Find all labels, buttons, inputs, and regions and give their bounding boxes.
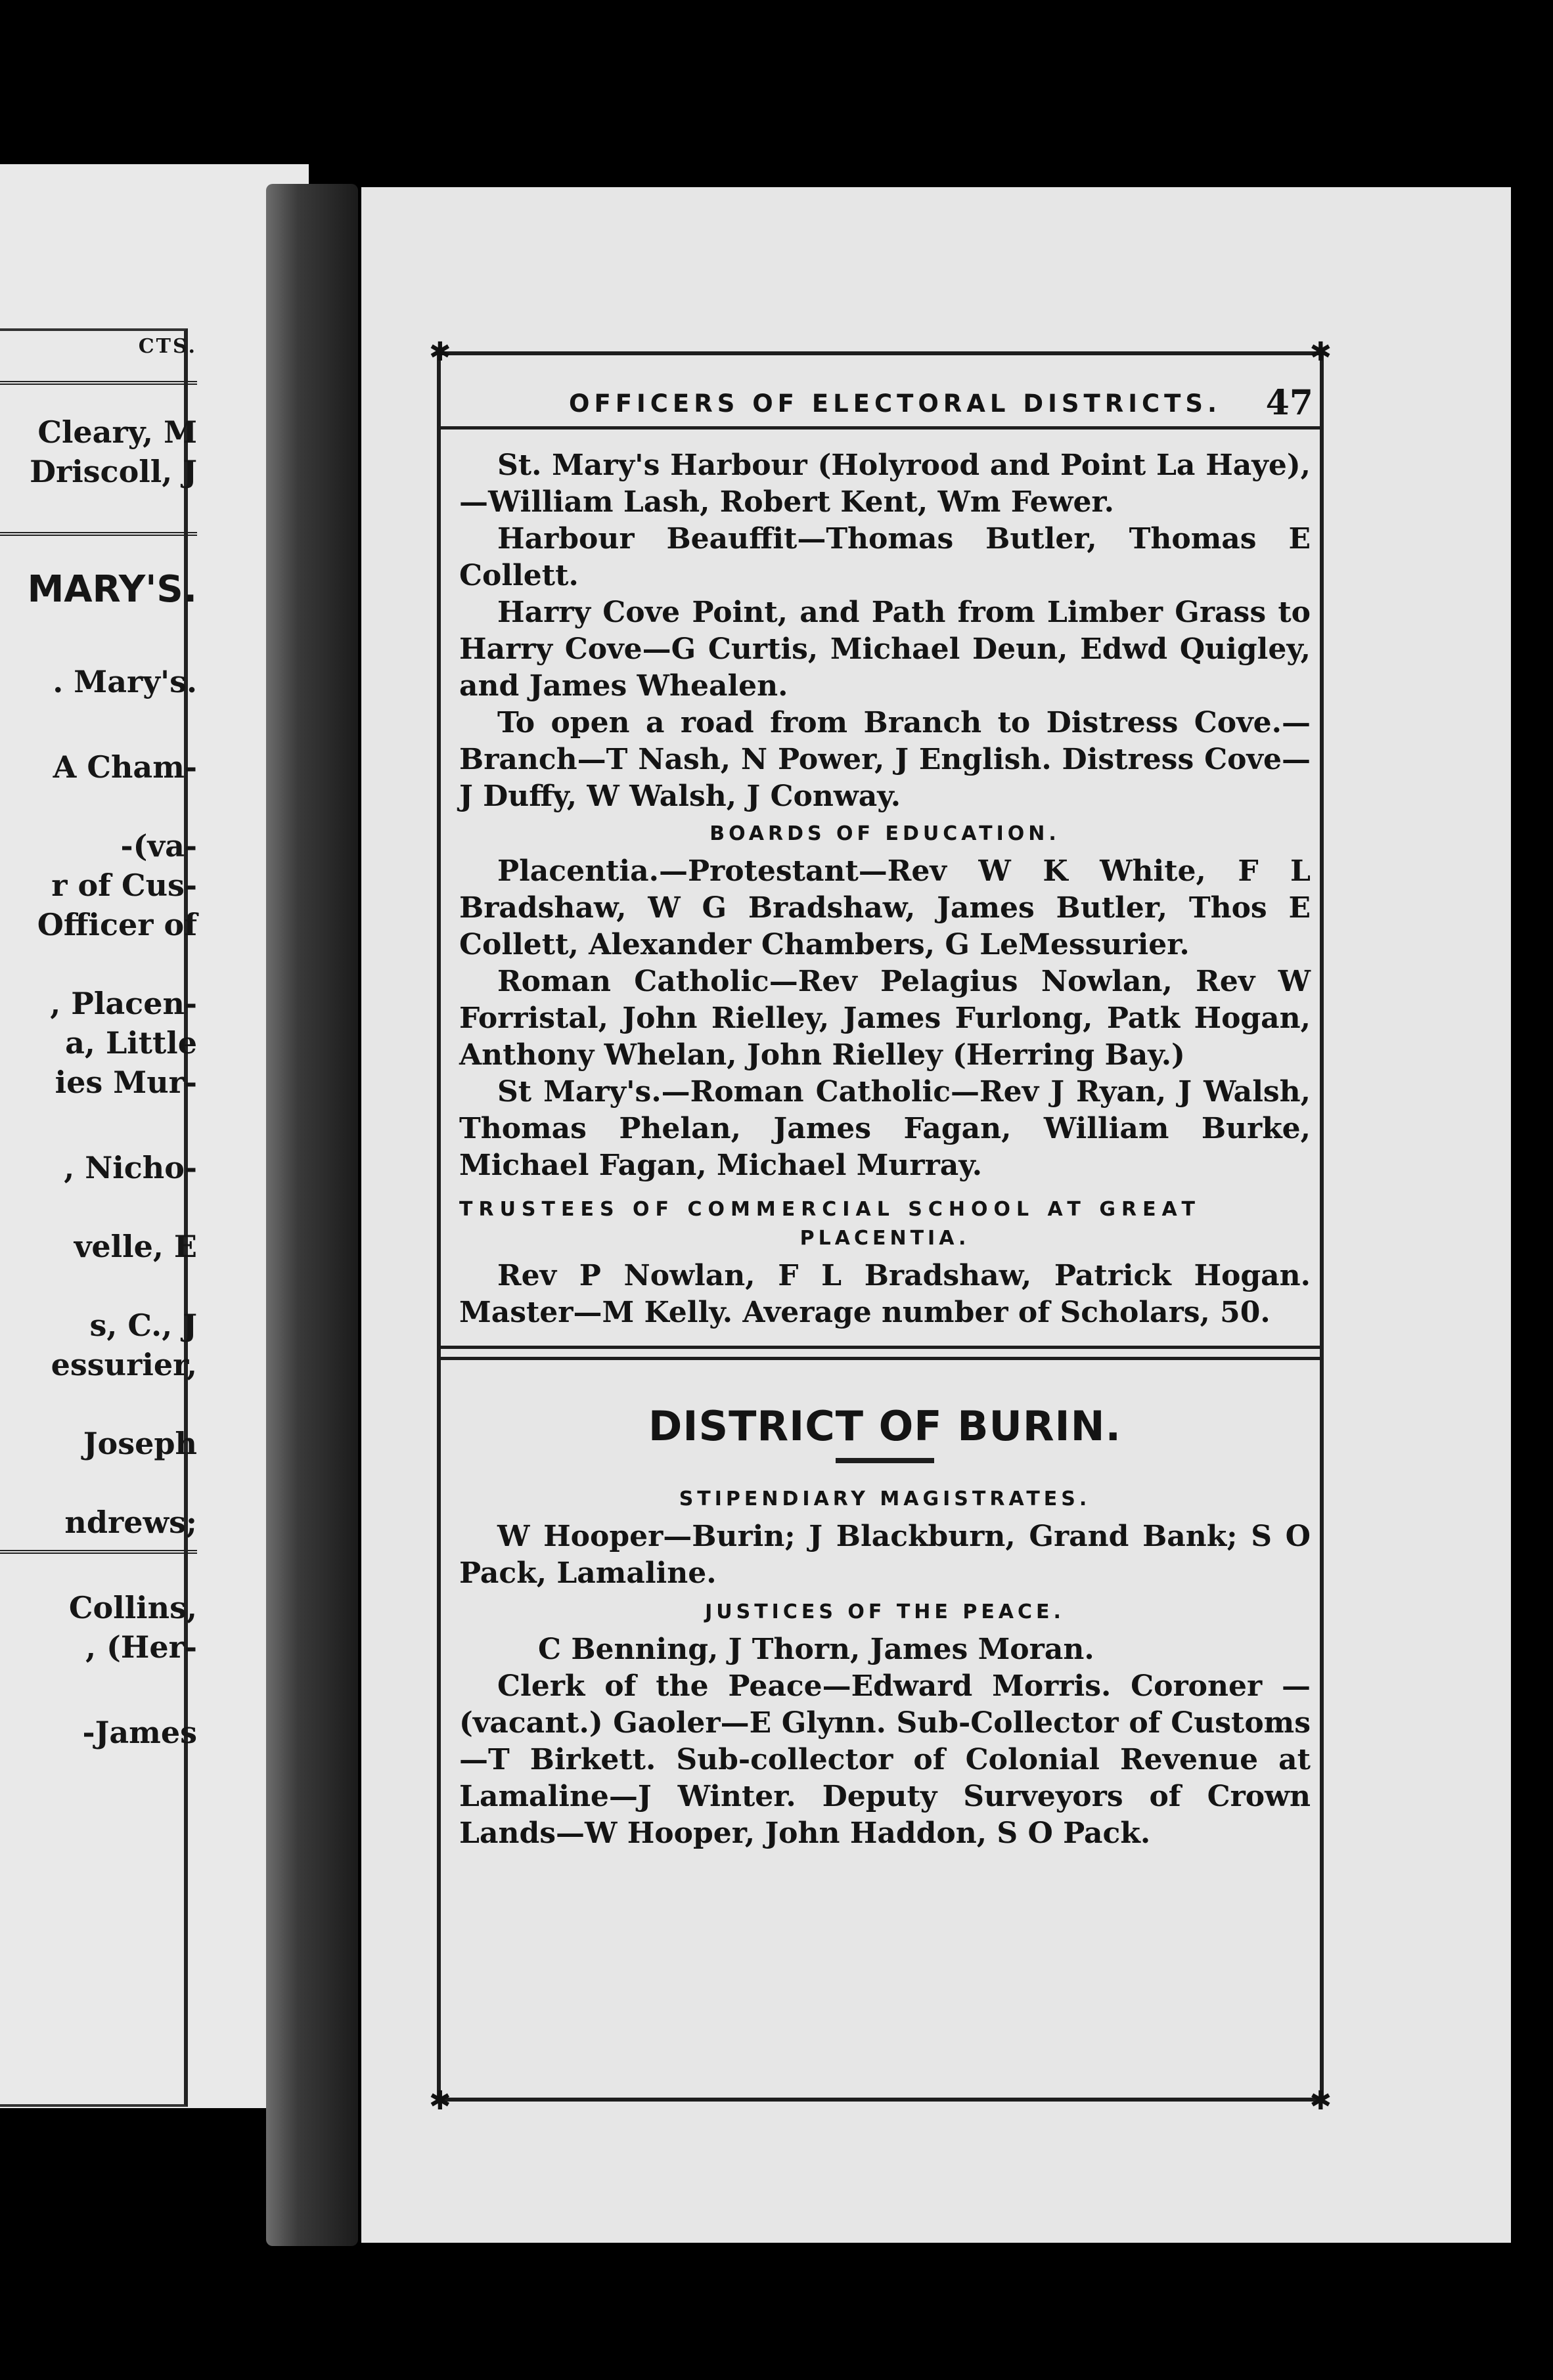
paragraph: Harry Cove Point, and Path from Limber Grass to Harry Cove—G Curtis, Michael Deun, Edwd Quigley, and James Whealen. — [459, 596, 1311, 703]
page-number: 47 — [1265, 383, 1313, 423]
title-underline — [836, 1458, 934, 1463]
left-page-line: r of Cus- — [51, 868, 197, 903]
section-heading: TRUSTEES OF COMMERCIAL SCHOOL AT GREAT — [459, 1198, 1201, 1221]
left-page-line: , Placen- — [50, 986, 197, 1021]
page-content — [459, 447, 1311, 1852]
corner-ornament-icon: ✱ — [1309, 2086, 1332, 2116]
left-page-line: Joseph — [83, 1426, 197, 1461]
right-page — [361, 187, 1511, 2243]
left-page-line: essurier, — [51, 1347, 197, 1382]
left-page-line: , Nicho- — [64, 1150, 197, 1185]
left-page-line: . Mary's. — [53, 664, 197, 699]
left-page-line: velle, E — [74, 1229, 197, 1264]
page-frame — [429, 337, 1332, 2116]
left-page-line: ndrews; — [64, 1505, 197, 1540]
left-page-line: Collins, — [68, 1590, 197, 1625]
paragraph: C Benning, J Thorn, James Moran. — [538, 1633, 1094, 1666]
left-page-rule — [0, 532, 197, 536]
paragraph: St. Mary's Harbour (Holyrood and Point La Haye),—William Lash, Robert Kent, Wm Fewer. — [459, 449, 1311, 519]
left-page-fragment — [0, 164, 309, 2108]
paragraph: Rev P Nowlan, F L Bradshaw, Patrick Hogan. Master—M Kelly. Average number of Scholars, 50. — [459, 1259, 1311, 1329]
section-divider — [441, 1346, 1320, 1360]
left-page-line: A Cham- — [53, 749, 197, 785]
paragraph: Harbour Beauffit—Thomas Butler, Thomas E Collett. — [459, 522, 1311, 592]
corner-ornament-icon: ✱ — [429, 337, 451, 367]
paragraph: Roman Catholic—Rev Pelagius Nowlan, Rev W Forristal, John Rielley, James Furlong, Patk Hogan, Anthony Whelan, John Rielley (Herring Bay.) — [459, 965, 1311, 1072]
left-page-line: -James — [82, 1715, 197, 1750]
paragraph: St Mary's.—Roman Catholic—Rev J Ryan, J Walsh, Thomas Phelan, James Fagan, William Burke, Michael Fagan, Michael Murray. — [459, 1075, 1311, 1182]
book-spine — [266, 184, 358, 2246]
left-page-line: Driscoll, J — [30, 454, 197, 489]
left-page-line: MARY'S. — [27, 568, 197, 611]
left-page-line: a, Little — [65, 1025, 197, 1061]
section-heading-continued: PLACENTIA. — [799, 1227, 970, 1250]
corner-ornament-icon: ✱ — [1309, 337, 1332, 367]
left-page-line: Cleary, M — [37, 414, 197, 450]
left-page-line: , (Her- — [85, 1629, 197, 1665]
corner-ornament-icon: ✱ — [429, 2086, 451, 2116]
left-page-line: ies Mur- — [55, 1065, 197, 1100]
left-page-line: s, C., J — [89, 1308, 197, 1343]
section-heading: STIPENDIARY MAGISTRATES. — [679, 1488, 1091, 1510]
paragraph: Placentia.—Protestant—Rev W K White, F L Bradshaw, W G Bradshaw, James Butler, Thos E Collett, Alexander Chambers, G LeMessurier. — [459, 854, 1311, 961]
paragraph: Clerk of the Peace—Edward Morris. Coroner —(vacant.) Gaoler—E Glynn. Sub-Collector of Customs—T Birkett. Sub-collector of Colonial Revenue at Lamaline—J Winter. Deputy Surveyors of Crown Lands—W Hooper, John Haddon, S O Pack. — [459, 1669, 1311, 1850]
district-title: DISTRICT OF BURIN. — [648, 1402, 1122, 1450]
left-page-rule — [0, 1550, 197, 1554]
left-page-line: Officer of — [37, 907, 197, 942]
paragraph: To open a road from Branch to Distress Cove.—Branch—T Nash, N Power, J English. Distress Cove—J Duffy, W Walsh, J Conway. — [459, 706, 1311, 813]
left-page-rule — [0, 381, 197, 385]
running-title: OFFICERS OF ELECTORAL DISTRICTS. — [569, 389, 1222, 418]
section-heading: JUSTICES OF THE PEACE. — [705, 1600, 1065, 1623]
section-heading: BOARDS OF EDUCATION. — [709, 822, 1060, 845]
running-header — [441, 380, 1320, 430]
paragraph: W Hooper—Burin; J Blackburn, Grand Bank; S O Pack, Lamaline. — [459, 1520, 1311, 1590]
left-page-line: -(va- — [120, 828, 197, 864]
left-page-line: CTS. — [138, 335, 197, 358]
